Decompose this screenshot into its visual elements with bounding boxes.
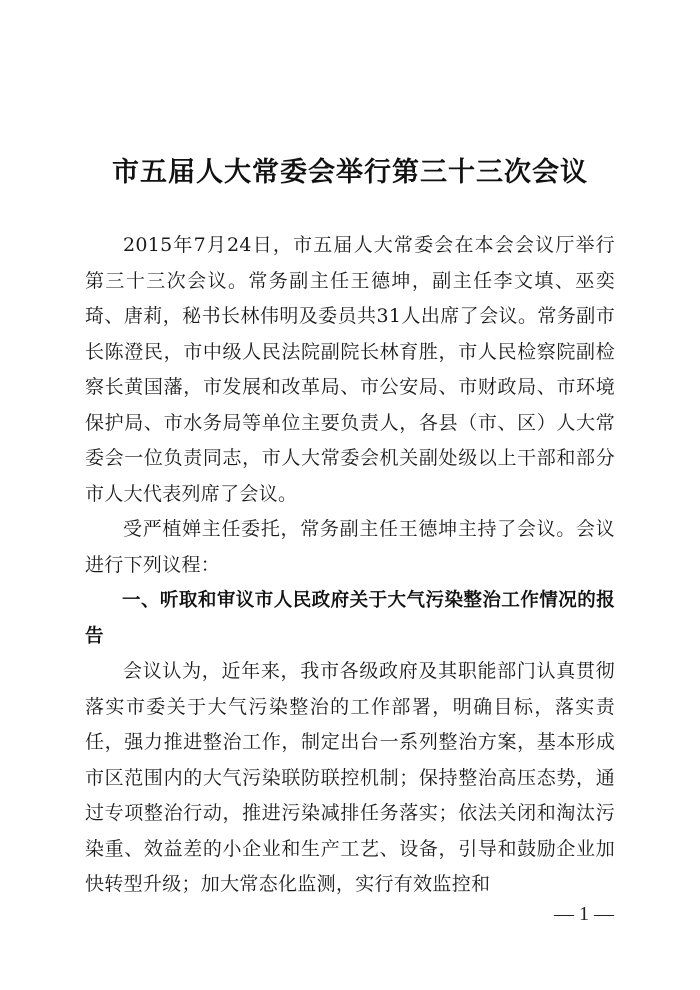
body-paragraph-2: 受严植婵主任委托，常务副主任王德坤主持了会议。会议进行下列议程： <box>85 518 615 576</box>
section-paragraph: 会议认为，近年来，我市各级政府及其职能部门认真贯彻落实市委关于大气污染整治的工作部署，明确目标，落实责任，强力推进整治工作，制定出台一系列整治方案，基本形成市区范围内的大气污染联防联控机制；保持整治高压态势，通过专项整治行动，推进污染减排任务落实；依法关闭和淘汰污染重、效益差的小企业和生产工艺、设备，引导和鼓励企业加快转型升级；加大常态化监测，实行有效监控和 <box>85 660 615 895</box>
body-paragraph-1: 2015年7月24日，市五届人大常委会在本会会议厅举行第三十三次会议。常务副主任王德坤，副主任李文填、巫奕琦、唐莉，秘书长林伟明及委员共31人出席了会议。常务副市长陈澄民，市中级人民法院副院长林育胜，市人民检察院副检察长黄国藩，市发展和改革局、市公安局、市财政局、市环境保护局、市水务局等单位主要负责人，各县（市、区）人大常委会一位负责同志，市人大常委会机关副处级以上干部和部分市人大代表列席了会议。 <box>85 234 615 505</box>
document-body <box>85 228 615 903</box>
page-number: — 1 — <box>554 903 614 925</box>
section-heading: 一、听取和审议市人民政府关于大气污染整治工作情况的报告 <box>85 590 615 647</box>
document-title: 市五届人大常委会举行第三十三次会议 <box>112 157 588 188</box>
